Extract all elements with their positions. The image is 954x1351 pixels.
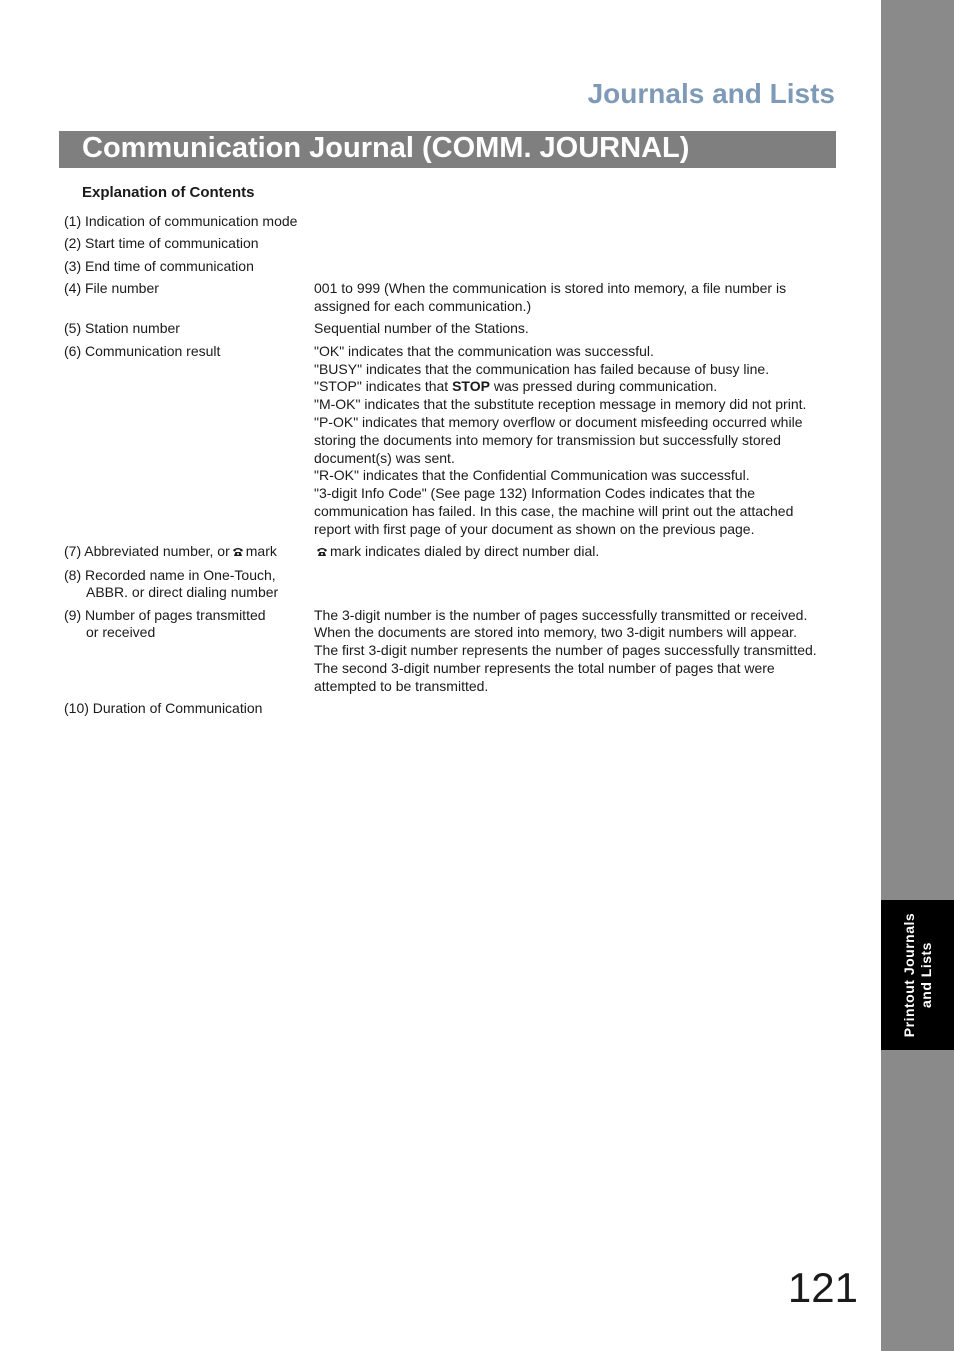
- list-item: [64, 235, 836, 253]
- explanation-list: [64, 213, 836, 723]
- side-tab-label: [901, 913, 935, 1037]
- item-label: (1) Indication of communication mode: [64, 213, 298, 229]
- result-info-code-cont: report with first page of your document as shown on the previous page.: [314, 520, 755, 537]
- result-p-ok: "P-OK" indicates that memory overflow or document misfeeding occurred while: [314, 413, 803, 430]
- side-tab-line2: and Lists: [917, 942, 934, 1008]
- list-item: [64, 258, 836, 276]
- item-label: (6) Communication result: [64, 342, 221, 359]
- item-label: (10) Duration of Communication: [64, 700, 263, 717]
- item-description: The 3-digit number is the number of pages successfully transmitted or received.: [314, 606, 808, 623]
- list-item: [64, 607, 836, 696]
- item-label: (8) Recorded name in One-Touch,: [64, 566, 276, 583]
- result-busy: "BUSY" indicates that the communication has failed because of busy line.: [314, 360, 770, 377]
- item-description: The first 3-digit number represents the number of pages successfully transmitted.: [314, 642, 817, 659]
- title-bar: [59, 131, 836, 168]
- result-m-ok: "M-OK" indicates that the substitute reception message in memory did not print.: [314, 396, 807, 413]
- item-label: [64, 543, 314, 562]
- item-description: The second 3-digit number represents the total number of pages that were: [314, 660, 775, 677]
- list-item: [64, 543, 836, 562]
- item-description: 001 to 999 (When the communication is stored into memory, a file number is: [314, 280, 787, 297]
- result-p-ok-cont: document(s) was sent.: [314, 449, 455, 466]
- item-label-cont: ABBR. or direct dialing number: [86, 584, 279, 601]
- result-ok: "OK" indicates that the communication was successful.: [314, 342, 654, 359]
- section-header: Journals and Lists: [587, 78, 835, 109]
- subheading: Explanation of Contents: [82, 184, 255, 201]
- result-p-ok-cont: storing the documents into memory for transmission but successfully stored: [314, 431, 781, 448]
- result-stop-text-a: "STOP" indicates that: [314, 378, 453, 395]
- item-label: (2) Start time of communication: [64, 235, 259, 252]
- side-tab: [881, 900, 954, 1050]
- item-label: (3) End time of communication: [64, 257, 254, 274]
- telephone-icon: [316, 544, 328, 562]
- result-info-code-cont: communication has failed. In this case, the machine will print out the attached: [314, 502, 794, 519]
- item-description: attempted to be transmitted.: [314, 677, 489, 694]
- result-stop-text-b: was pressed during communication.: [489, 378, 718, 395]
- item-description: assigned for each communication.): [314, 297, 532, 314]
- telephone-icon: [232, 544, 244, 562]
- list-item: [64, 343, 836, 539]
- list-item: [64, 320, 836, 338]
- page-title: Communication Journal (COMM. JOURNAL): [82, 132, 690, 164]
- item-label: (4) File number: [64, 280, 159, 297]
- list-item: [64, 567, 836, 603]
- item-description: When the documents are stored into memory, two 3-digit numbers will appear.: [314, 624, 797, 641]
- stop-key-label: STOP: [452, 378, 490, 395]
- result-r-ok: "R-OK" indicates that the Confidential Communication was successful.: [314, 467, 750, 484]
- side-tab-line1: Printout Journals: [900, 912, 917, 1038]
- list-item: [64, 213, 836, 231]
- side-bar: [881, 0, 954, 1351]
- list-item: [64, 280, 836, 316]
- page-number: 121: [787, 1264, 858, 1311]
- item-label: (5) Station number: [64, 320, 180, 337]
- item-label-b: mark: [245, 543, 277, 560]
- item-description-text: mark indicates dialed by direct number dial.: [330, 543, 600, 560]
- item-description: [314, 543, 836, 562]
- item-description: Sequential number of the Stations.: [314, 320, 529, 337]
- list-item: [64, 700, 836, 718]
- result-stop: [314, 378, 836, 396]
- item-label: (9) Number of pages transmitted: [64, 606, 266, 623]
- item-label-a: (7) Abbreviated number, or: [64, 543, 230, 560]
- result-info-code: "3-digit Info Code" (See page 132) Information Codes indicates that the: [314, 485, 756, 502]
- item-label-cont: or received: [86, 624, 156, 641]
